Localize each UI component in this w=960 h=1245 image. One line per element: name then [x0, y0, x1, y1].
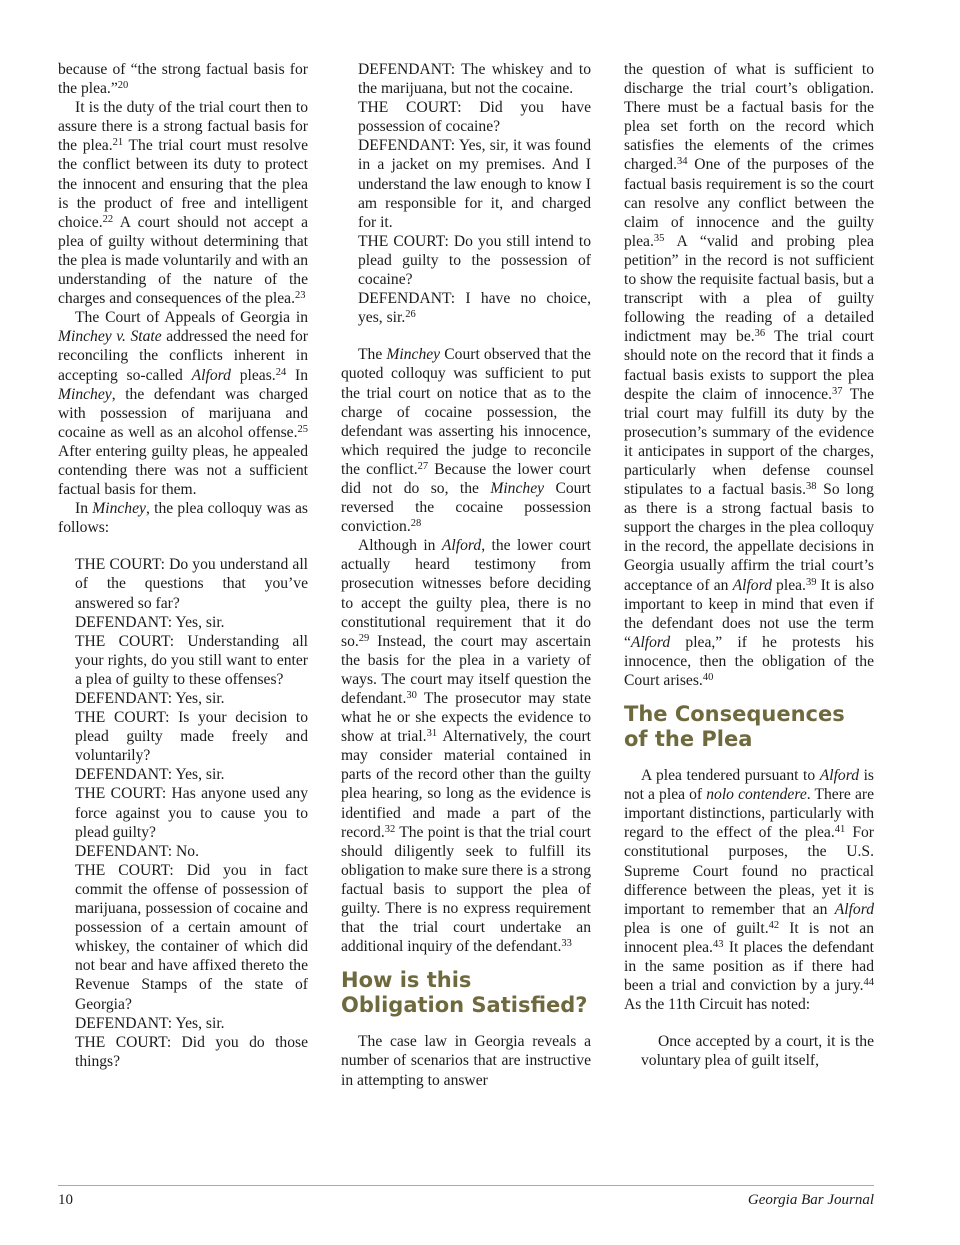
footnote-ref: 31 [426, 728, 438, 740]
colloquy-line: THE COURT: Do you still intend to plead guilty to the possession of cocaine? [358, 232, 591, 289]
paragraph: because of “the strong factual basis for the plea.”$^{20}$ [58, 61, 308, 98]
colloquy-line: DEFENDANT: No. [75, 842, 199, 860]
footer-divider [58, 1185, 874, 1186]
footnote-ref: 30 [406, 690, 417, 701]
footnote-ref: 36 [754, 328, 766, 340]
colloquy-line: DEFENDANT: Yes, sir. [75, 766, 225, 784]
plea-colloquy-continued [341, 60, 591, 327]
paragraph: the question of what is sufficient to discharge the trial court’s obligation. There must be a factual basis for the plea set forth on the record which satisfies the elements of the crimes charged.$^{34}$ One of the purposes of the factual basis requirement is so the court can resolve any conflict between the claim of innocence and the guilty plea.$^{35}$ A “valid and probing plea petition” in the record is not sufficient to show the requisite factual basis, but a transcript with a plea of guilty following the reading of a detailed indictment may be.$^{36}$ The trial court should note on the record that it finds a factual basis exists to support the plea despite the claim of innocence.$^{37}$ The trial court may fulfill its duty by the prosecution’s summary of the evidence it anticipates in support of the charges, particularly when defense counsel stipulates to a factual basis.$^{38}$ So long as there is a strong factual basis to support the charges in the plea colloquy in the record, the appellate decisions in Georgia usually affirm the trial court’s acceptance of an Alford plea.$^{39}$ It is also important to keep in mind that even if the defendant does not use the term “Alford plea,” if he protests his innocence, then the obligation of the Court arises.$^{40}$ [624, 61, 875, 689]
footnote-ref: 21 [112, 137, 124, 149]
paragraph: The Court of Appeals of Georgia in Minchey v. State addressed the need for reconciling the conflicts inherent in accepting so-called Alford pleas.$^{24}$ In Minchey, the defendant was charged with possession of marijuana and cocaine as well as an alcohol offense.$^{25}$ After entering guilty pleas, he appealed contending there was not a sufficient factual basis for them. [58, 309, 309, 499]
footnote-ref: 27 [417, 460, 429, 472]
footnote-ref: 44 [863, 977, 874, 989]
colloquy-line: THE COURT: Did you do those things? [75, 1033, 308, 1070]
paragraph: The Minchey Court observed that the quoted colloquy was sufficient to put the trial court on notice that as to the charge of cocaine possession, the defendant was asserting his innocence, which required the judge to reconcile the conflict.$^{27}$ Because the lower court did not do so, the Minchey Court reversed the cocaine possession conviction.$^{28}$ [341, 346, 591, 536]
footnote-ref: 28 [410, 518, 422, 530]
paragraph: A plea tendered pursuant to Alford is not a plea of nolo contendere. There are important distinctions, particularly with regard to the effect of the plea.$^{41}$ For constitutional purposes, the U.S. Supreme Court found no practical difference between the pleas, yet it is important to remember that an Alford plea is one of guilt.$^{42}$ It is not an innocent plea.$^{43}$ It places the defendant in the same position as if there had been a trial and conviction by a jury.$^{44}$ As the 11th Circuit has noted: [624, 767, 874, 1014]
colloquy-line: THE COURT: Understanding all your rights, do you still want to enter a plea of guilty to these offenses? [75, 632, 308, 688]
footnote-ref: 34 [676, 156, 688, 168]
colloquy-line: THE COURT: Do you understand all of the questions that you’ve answered so far? [75, 556, 308, 612]
colloquy-line: DEFENDANT: Yes, sir. [75, 1014, 225, 1032]
colloquy-line: DEFENDANT: Yes, sir, it was found in a jacket on my premises. And I understand the law enough to know I am responsible for it, and charged for it. [358, 137, 591, 231]
colloquy-line: THE COURT: Is your decision to plead guilty made freely and voluntarily? [75, 709, 308, 765]
colloquy-line: THE COURT: Has anyone used any force against you to cause you to plead guilty? [75, 785, 308, 841]
footnote-ref: 39 [805, 576, 817, 588]
journal-name: Georgia Bar Journal [747, 1192, 874, 1208]
footnote-ref: 24 [275, 366, 287, 378]
footnote-ref: 29 [358, 632, 370, 644]
paragraph: Although in Alford, the lower court actually heard testimony from prosecution witnesses before deciding to accept the guilty plea, there is no constitutional requirement that it do so.$^{29}$ Instead, the court may ascertain the basis for the plea in a variety of ways. The court may itself question the defendant.$^{30}$ The prosecutor may state what he or she expects the evidence to show at trial.$^{31}$ Alternatively, the court may consider material contained in parts of the record other than the guilty plea hearing, so long as the evidence is identified and made a part of the record.$^{32}$ The point is that the trial court should diligently seek to fulfill its obligation to make sure there is a strong factual basis to support the plea of guilty. There is no express requirement that the trial court undertake an additional inquiry of the defendant.$^{33}$ [341, 537, 591, 956]
block-quote [624, 1032, 874, 1070]
footnote-ref: 22 [102, 213, 114, 225]
footnote-ref: 23 [294, 290, 306, 302]
column-2 [341, 60, 591, 1090]
paragraph: The case law in Georgia reveals a number of scenarios that are instructive in attempting to answer [341, 1033, 591, 1089]
colloquy-line: THE COURT: Did you in fact commit the offense of possession of marijuana, possession of cocaine and possession of a certain amount of whiskey, the container of which did not bear and have affixed thereto the Revenue Stamps of the state of Georgia? [75, 861, 308, 1013]
footnote-ref: 26 [405, 309, 416, 321]
section-heading: The Consequences of the Plea [624, 702, 845, 752]
colloquy-line: DEFENDANT: Yes, sir. [75, 613, 225, 631]
footnote-ref: 35 [653, 232, 665, 244]
footnote-ref: 37 [832, 385, 843, 397]
paragraph: It is the duty of the trial court then to assure there is a strong factual basis for the plea.$^{21}$ The trial court must resolve the conflict between its duty to protect the innocent and ensuring that the plea is the product of free and intelligent choice.$^{22}$ A court should not accept a plea of guilty without determining that the plea is made voluntarily and with an understanding of the nature of the charges and consequences of the plea.$^{23}$ [58, 99, 308, 308]
footnote-ref: 40 [702, 672, 714, 683]
colloquy-line: DEFENDANT: I have no choice, yes, sir.$^{26}$ [358, 290, 591, 327]
colloquy-line: DEFENDANT: The whiskey and to the marijuana, but not the cocaine. [358, 61, 591, 98]
footnote-ref: 41 [834, 824, 846, 836]
plea-colloquy [58, 555, 308, 1071]
colloquy-line: DEFENDANT: Yes, sir. [75, 690, 225, 707]
footnote-ref: 43 [712, 938, 724, 950]
footnote-ref: 20 [117, 80, 129, 92]
column-3 [624, 60, 874, 1071]
quote-text: Once accepted by a court, it is the voluntary plea of guilt itself, [641, 1033, 874, 1070]
section-heading: How is this Obligation Satisfied? [341, 968, 588, 1018]
colloquy-line: THE COURT: Did you have possession of cocaine? [358, 99, 591, 136]
footnote-ref: 32 [384, 823, 396, 835]
footnote-ref: 42 [768, 919, 780, 931]
column-1 [58, 60, 308, 1071]
footnote-ref: 38 [806, 481, 817, 493]
page-number: 10 [58, 1192, 73, 1208]
paragraph: In Minchey, the plea colloquy was as follows: [58, 500, 309, 537]
footnote-ref: 33 [561, 938, 572, 950]
footnote-ref: 25 [297, 423, 308, 435]
